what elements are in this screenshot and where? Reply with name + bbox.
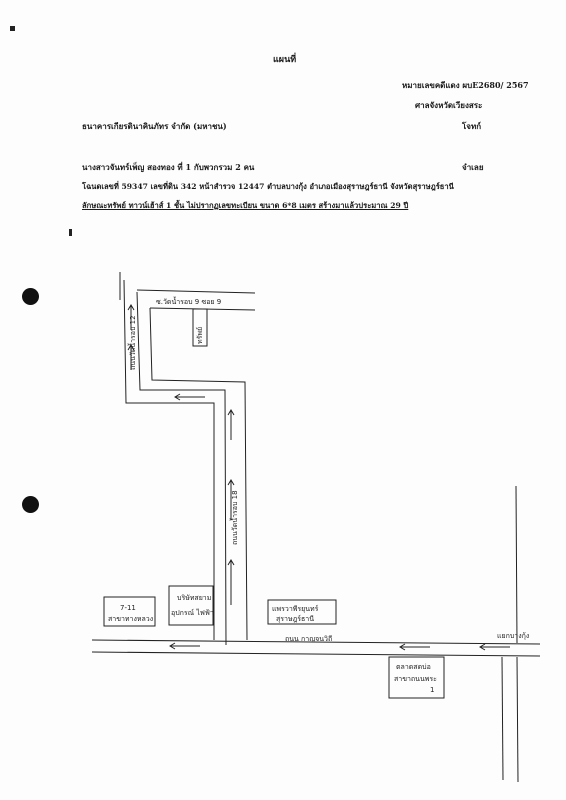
bottom-market-sub-label: สาขาถนนพระ: [394, 675, 437, 683]
left-soi-inner-edge-2: [150, 308, 247, 640]
shop-box: [169, 586, 213, 625]
top-soi-road-top-edge: [137, 290, 255, 293]
plaintiff-bank: ธนาคารเกียรตินาคินภัทร จำกัด (มหาชน): [82, 121, 227, 131]
junction-label: แยกบางกุ้ง: [497, 632, 530, 640]
deed-line: โฉนดเลขที่ 59347 เลขที่ดิน 342 หน้าสำรวจ 12447 ตำบลบางกุ้ง อำเภอเมืองสุราษฎร์ธานี จังหวัดสุราษฎร์ธานี: [82, 182, 454, 191]
seven-eleven-sub-label: สาขาทางหลวง: [108, 615, 154, 623]
plaintiff-role: โจทก์: [462, 121, 482, 131]
case-number: หมายเลขคดีแดง ผบE2680/ 2567: [402, 80, 529, 90]
defendant-role: จำเลย: [462, 162, 484, 172]
top-soi-label: ซ.วัดน้ำรอบ 9 ซอย 9: [156, 298, 222, 306]
left-soi-label: ถนนวัดน้ำรอบ 12: [129, 315, 137, 370]
main-road-label: ถนน กาญจนวิถี: [285, 635, 333, 643]
bottom-market-number: 1: [430, 686, 435, 694]
right-road-bottom-b: [517, 657, 518, 782]
right-shop-label: แพรวาพีรยุนทร์: [272, 605, 319, 613]
main-road-bottom-edge: [92, 652, 540, 656]
right-shop-sub-label: สุราษฎร์ธานี: [276, 615, 315, 623]
route-arrow: [400, 644, 430, 650]
document-title: แผนที่: [273, 55, 297, 65]
route-arrow: [228, 410, 234, 440]
defendant-name: นางสาวจันทร์เพ็ญ สองทอง ที่ 1 กับพวกรวม 2 คน: [82, 162, 255, 172]
middle-soi-label: ถนนวัดน้ำรอบ 18: [231, 490, 239, 545]
bottom-market-label: ตลาดสดบ่อ: [396, 663, 431, 671]
shop-label: บริษัทสยาม: [177, 594, 212, 602]
shop-sub-label: อุปกรณ์ ไฟฟ้า: [171, 609, 214, 617]
route-arrow: [480, 644, 510, 650]
route-arrow: [170, 643, 200, 649]
court-name: ศาลจังหวัดเวียงสระ: [415, 100, 483, 110]
route-arrow: [175, 394, 205, 400]
right-road-bottom-a: [502, 657, 503, 780]
property-line: ลักษณะทรัพย์ ทาวน์เฮ้าส์ 1 ชั้น ไม่ปรากฏเลขทะเบียน ขนาด 6*8 เมตร สร้างมาแล้วประมาณ 29 ปี: [82, 201, 409, 210]
right-road-top: [516, 486, 517, 643]
route-arrow: [228, 560, 234, 605]
seven-eleven-label: 7-11: [120, 604, 136, 612]
property-label: ทรัพย์: [196, 326, 204, 344]
